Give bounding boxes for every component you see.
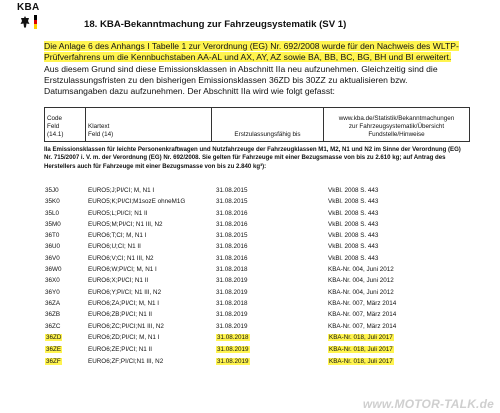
table-row xyxy=(44,219,484,230)
row-klartext: EURO5;J;PI/CI; M, N1 I xyxy=(88,187,155,194)
table-row xyxy=(44,230,484,241)
row-date: 31.08.2015 xyxy=(216,198,248,206)
federal-eagle-icon xyxy=(20,15,30,29)
row-klartext: EURO6;X;PI/CI; N1 II xyxy=(88,277,149,285)
table-row xyxy=(44,356,484,368)
intro-text: Aus diesem Grund sind diese Emissionsklassen in Abschnitt IIa neu aufzunehmen. Gleichzeitig sind die Erstzulassungsfristen zu den bisherigen Emissionsklassen 36ZD bis 30ZZ zu aktualisieren bzw. Datumsangaben dazu aufzunehmen. Der Abschnitt IIa wird wie folgt gefasst: xyxy=(44,63,438,97)
row-reference: VkBl. 2008 S. 443 xyxy=(328,198,379,206)
table-row xyxy=(44,298,484,309)
row-date: 31.08.2019 xyxy=(217,358,249,366)
row-klartext: EURO6;ZB;PI/CI; N1 II xyxy=(88,311,153,319)
header-fundstelle-label: www.kba.de/Statistik/Bekanntmachungen zur Fahrzeugsystematik/Übersicht Fundstelle/Hinweise xyxy=(338,115,455,138)
row-reference: KBA-Nr. 018, Juli 2017 xyxy=(329,346,393,354)
row-code: 36ZF xyxy=(46,358,61,366)
header-code-label: Code Feld (14.1) xyxy=(47,115,64,138)
document-header xyxy=(0,0,500,38)
row-code: 36X0 xyxy=(45,277,60,285)
intro-highlighted-text: Die Anlage 6 des Anhangs I Tabelle 1 zur Verordnung (EG) Nr. 692/2008 wurde für den Nachweis des WLTP-Prüfverfahrens um die Kennbuchstaben AA-AL und AX, AY, AZ sowie BA, BB, BC, BG, BH und BI erweitert. xyxy=(44,41,459,63)
row-code: 36W0 xyxy=(45,266,62,274)
row-klartext: EURO6;Y;PI/CI; N1 III, N2 xyxy=(88,288,162,296)
header-fundstelle xyxy=(324,108,470,142)
row-code: 36Y0 xyxy=(45,288,60,296)
row-klartext: EURO6;ZE;PI/CI; N1 II xyxy=(88,346,153,354)
row-date: 31.08.2015 xyxy=(216,187,248,194)
german-flag-icon xyxy=(34,15,37,29)
row-reference: KBA-Nr. 018, Juli 2017 xyxy=(329,333,393,341)
table-row xyxy=(44,264,484,275)
row-date: 31.08.2015 xyxy=(216,232,248,240)
row-code: 35K0 xyxy=(45,198,60,206)
row-date: 31.08.2016 xyxy=(216,254,248,262)
kba-logo: KBA xyxy=(17,2,40,13)
row-klartext: EURO6;ZD;PI/CI; M, N1 I xyxy=(88,333,160,341)
header-klartext xyxy=(86,108,212,142)
table-row xyxy=(44,196,484,207)
row-code: 36ZE xyxy=(46,346,62,354)
row-code: 35L0 xyxy=(45,209,60,217)
row-code: 35J0 xyxy=(45,187,59,194)
row-date: 31.08.2019 xyxy=(216,322,248,330)
table-row xyxy=(44,332,484,344)
header-klartext-label: Klartext Feld (14) xyxy=(88,123,114,138)
row-code: 35M0 xyxy=(45,220,61,228)
row-klartext: EURO6;ZC;PI/CI;N1 III, N2 xyxy=(88,322,164,330)
table-row xyxy=(44,241,484,252)
row-code: 36ZA xyxy=(45,299,61,307)
row-klartext: EURO6;U;CI; N1 II xyxy=(88,243,141,251)
table-row xyxy=(44,309,484,320)
row-date: 31.08.2018 xyxy=(216,266,248,274)
row-reference: KBA-Nr. 007, März 2014 xyxy=(328,322,397,330)
table-row xyxy=(44,185,484,196)
row-date: 31.08.2016 xyxy=(216,243,248,251)
row-klartext: EURO6;T;CI; M, N1 I xyxy=(88,232,147,240)
header-code xyxy=(45,108,86,142)
row-klartext: EURO6;ZF;PI/CI;N1 III, N2 xyxy=(88,358,164,366)
table-row xyxy=(44,321,484,332)
page-title: 18. KBA-Bekanntmachung zur Fahrzeugsystematik (SV 1) xyxy=(84,19,347,30)
row-code: 36U0 xyxy=(45,243,61,251)
row-klartext: EURO5;M;PI/CI; N1 III, N2 xyxy=(88,220,163,228)
row-code: 36V0 xyxy=(45,254,60,262)
row-klartext: EURO6;ZA;PI/CI; M, N1 I xyxy=(88,299,160,307)
header-erstzulassung-label: Erstzulassungsfähig bis xyxy=(234,131,301,138)
row-reference: KBA-Nr. 007, März 2014 xyxy=(328,311,397,319)
row-reference: KBA-Nr. 018, Juli 2017 xyxy=(329,358,393,366)
table-row xyxy=(44,275,484,286)
section-heading: IIa Emissionsklassen für leichte Personenkraftwagen und Nutzfahrzeuge der Fahrzeugklassen M1, M2, N1 und N2 im Sinne der Verordnung (EG) Nr. 715/2007 i. V. m. der Verordnung (EG) Nr. 692/2008. Sie gelten für Fahrzeuge mit einer Bezugsmasse von bis zu 2.610 kg; auf Antrag des Herstellers auch für Fahrzeuge mit einer Bezugsmasse von bis zu 2.840 kg³): xyxy=(44,146,461,170)
row-reference: KBA-Nr. 004, Juni 2012 xyxy=(328,277,394,285)
row-klartext: EURO5;L;PI/CI; N1 II xyxy=(88,209,148,217)
intro-paragraph xyxy=(44,41,464,97)
row-date: 31.08.2019 xyxy=(217,346,249,354)
row-reference: VkBl. 2008 S. 443 xyxy=(328,254,379,262)
table-header xyxy=(44,107,470,142)
row-klartext: EURO5;K;PI/CI;M1sozE ohneM1G xyxy=(88,198,186,206)
table-row xyxy=(44,344,484,356)
row-code: 36ZB xyxy=(45,311,61,319)
row-date: 31.08.2018 xyxy=(217,333,249,341)
row-date: 31.08.2016 xyxy=(216,209,248,217)
row-reference: KBA-Nr. 007, März 2014 xyxy=(328,299,397,307)
row-date: 31.08.2019 xyxy=(216,288,248,296)
table-row xyxy=(44,208,484,219)
table-row xyxy=(44,253,484,264)
row-date: 31.08.2018 xyxy=(216,299,248,307)
row-date: 31.08.2019 xyxy=(216,277,248,285)
row-reference: VkBl. 2008 S. 443 xyxy=(328,243,379,251)
row-reference: VkBl. 2008 S. 443 xyxy=(328,187,379,194)
row-klartext: EURO6;W;PI/CI; M, N1 I xyxy=(88,266,157,274)
row-reference: VkBl. 2008 S. 443 xyxy=(328,232,379,240)
row-code: 36ZD xyxy=(46,333,62,341)
watermark: www.MOTOR-TALK.de xyxy=(362,397,494,411)
row-code: 36ZC xyxy=(45,322,61,330)
row-code: 36T0 xyxy=(45,232,60,240)
row-date: 31.08.2016 xyxy=(216,220,248,228)
row-reference: KBA-Nr. 004, Juni 2012 xyxy=(328,266,394,274)
header-erstzulassung xyxy=(212,108,324,142)
row-reference: VkBl. 2008 S. 443 xyxy=(328,209,379,217)
row-reference: VkBl. 2008 S. 443 xyxy=(328,220,379,228)
row-date: 31.08.2019 xyxy=(216,311,248,319)
table-row xyxy=(44,287,484,298)
row-klartext: EURO6;V;CI; N1 III, N2 xyxy=(88,254,154,262)
emission-table-rows xyxy=(44,185,484,368)
row-reference: KBA-Nr. 004, Juni 2012 xyxy=(328,288,394,296)
